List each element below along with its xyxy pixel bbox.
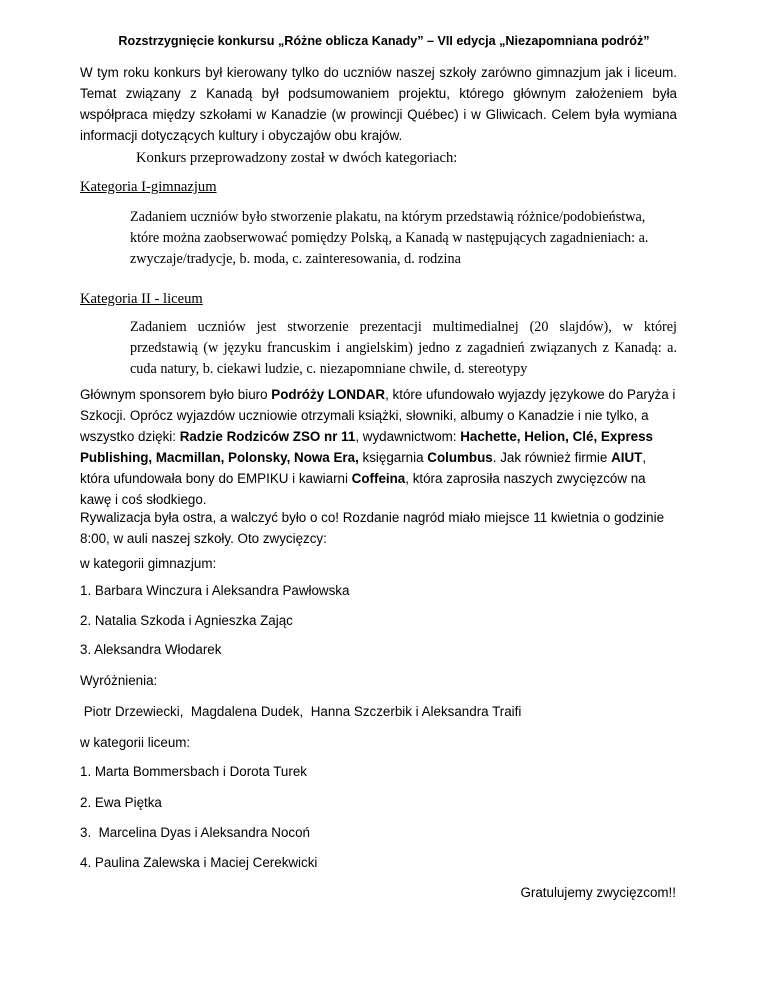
gimnazjum-place: 2. Natalia Szkoda i Agnieszka Zając — [80, 613, 293, 628]
liceum-place: 2. Ewa Piętka — [80, 795, 162, 810]
liceum-place: 1. Marta Bommersbach i Dorota Turek — [80, 764, 307, 779]
gimnazjum-place: 3. Aleksandra Włodarek — [80, 642, 222, 657]
sponsor-text: księgarnia — [358, 450, 428, 465]
sponsor-name: Columbus — [427, 450, 493, 465]
sponsor-text: , która ufundowała bony do EMPIKU i kawiarni — [80, 450, 647, 486]
category2-body: Zadaniem uczniów jest stworzenie prezentacji multimedialnej (20 slajdów), w której przedstawią (w języku francuskim i angielskim) jedno z zagadnień związanych z Kanadą: a. cuda natury, b. ciekawi ludzie, c. niezapomniane chwile, d. stereotypy — [130, 319, 677, 377]
categories-intro: Konkurs przeprowadzony został w dwóch kategoriach: — [136, 150, 458, 166]
rivalry-paragraph: Rywalizacja była ostra, a walczyć było o co! Rozdanie nagród miało miejsce 11 kwietnia o godzinie 8:00, w auli naszej szkoły. Oto zwycięzcy: — [80, 510, 665, 546]
honors-heading: Wyróżnienia: — [80, 673, 158, 688]
gimnazjum-place: 1. Barbara Winczura i Aleksandra Pawłowska — [80, 583, 350, 598]
category1-heading: Kategoria I-gimnazjum — [80, 179, 217, 195]
gimnazjum-heading: w kategorii gimnazjum: — [80, 556, 217, 571]
sponsor-text: , które ufundowało wyjazdy językowe do Paryża i Szkocji. Oprócz wyjazdów uczniowie otrzymali książki, słowniki, albumy o Kanadzie i nie tylko, a wszystko dzięki: — [80, 387, 676, 444]
document-title: Rozstrzygnięcie konkursu „Różne oblicza Kanady” – VII edycja „Niezapomniana podróż” — [118, 34, 650, 48]
sponsor-name: Podróży LONDAR — [271, 387, 386, 402]
sponsor-name: Hachette, Helion, Clé, Express Publishing, Macmillan, Polonsky, Nowa Era, — [80, 429, 653, 465]
category2-heading: Kategoria II - liceum — [80, 291, 203, 307]
intro-paragraph: W tym roku konkurs był kierowany tylko do uczniów naszej szkoły zarówno gimnazjum jak i liceum. Temat związany z Kanadą był podsumowaniem projektu, którego głównym założeniem była współpraca między szkołami w Kanadzie (w prowincji Québec) i w Gliwicach. Celem była wymiana informacji dotyczących kultury i obyczajów obu krajów. — [80, 65, 677, 143]
sponsor-text: , która zaprosiła naszych zwycięzców na kawę i coś słodkiego. — [80, 471, 646, 507]
honors-list: Piotr Drzewiecki, Magdalena Dudek, Hanna Szczerbik i Aleksandra Traifi — [80, 704, 522, 719]
sponsor-name: Coffeina — [351, 471, 406, 486]
category1-body: Zadaniem uczniów było stworzenie plakatu, na którym przedstawią różnice/podobieństwa, które można zaobserwować pomiędzy Polską, a Kanadą w następujących zagadnieniach: a. zwyczaje/tradycje, b. moda, c. zainteresowania, d. rodzina — [130, 209, 649, 267]
sponsor-paragraph — [80, 384, 677, 510]
liceum-place: 4. Paulina Zalewska i Maciej Cerekwicki — [80, 855, 318, 870]
liceum-heading: w kategorii liceum: — [80, 735, 191, 750]
sponsor-text: . Jak również firmie — [492, 450, 612, 465]
closing-text: Gratulujemy zwycięzcom!! — [520, 885, 676, 900]
liceum-place: 3. Marcelina Dyas i Aleksandra Nocoń — [80, 825, 310, 840]
sponsor-name: Radzie Rodziców ZSO nr 11 — [179, 429, 356, 444]
sponsor-name: AIUT — [611, 450, 643, 465]
sponsor-text: , wydawnictwom: — [355, 429, 461, 444]
sponsor-text: Głównym sponsorem było biuro — [80, 387, 272, 402]
